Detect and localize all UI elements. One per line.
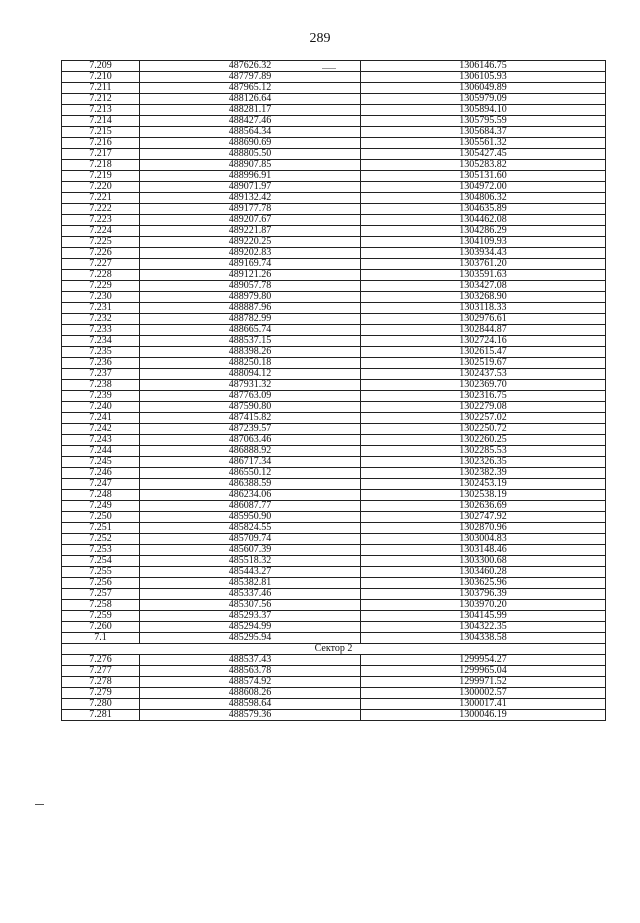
- x-coordinate-cell: 488427.46: [140, 116, 361, 127]
- y-coordinate-cell: 1306146.75: [361, 61, 606, 72]
- point-number-cell: 7.235: [62, 347, 140, 358]
- point-number-cell: 7.227: [62, 259, 140, 270]
- y-coordinate-cell: 1302326.35: [361, 457, 606, 468]
- y-coordinate-cell: 1302538.19: [361, 490, 606, 501]
- x-coordinate-cell: 485307.56: [140, 600, 361, 611]
- point-number-cell: 7.219: [62, 171, 140, 182]
- y-coordinate-cell: 1303970.20: [361, 600, 606, 611]
- x-coordinate-cell: 489057.78: [140, 281, 361, 292]
- x-coordinate-cell: 489169.74: [140, 259, 361, 270]
- y-coordinate-cell: 1302316.75: [361, 391, 606, 402]
- table-row: [62, 512, 606, 523]
- x-coordinate-cell: 487239.57: [140, 424, 361, 435]
- y-coordinate-cell: 1302844.87: [361, 325, 606, 336]
- point-number-cell: 7.223: [62, 215, 140, 226]
- x-coordinate-cell: 488979.80: [140, 292, 361, 303]
- x-coordinate-cell: 488094.12: [140, 369, 361, 380]
- x-coordinate-cell: 485607.39: [140, 545, 361, 556]
- point-number-cell: 7.218: [62, 160, 140, 171]
- x-coordinate-cell: 486388.59: [140, 479, 361, 490]
- x-coordinate-cell: 486550.12: [140, 468, 361, 479]
- x-coordinate-cell: 487763.09: [140, 391, 361, 402]
- x-coordinate-cell: 488579.36: [140, 710, 361, 721]
- table-row: [62, 457, 606, 468]
- table-row: [62, 237, 606, 248]
- x-coordinate-cell: 488126.64: [140, 94, 361, 105]
- y-coordinate-cell: 1303268.90: [361, 292, 606, 303]
- y-coordinate-cell: 1306049.89: [361, 83, 606, 94]
- table-row: [62, 193, 606, 204]
- table-row: [62, 600, 606, 611]
- point-number-cell: 7.213: [62, 105, 140, 116]
- section-row: [62, 644, 606, 655]
- x-coordinate-cell: 485382.81: [140, 578, 361, 589]
- y-coordinate-cell: 1299971.52: [361, 677, 606, 688]
- coordinates-table: [61, 60, 606, 721]
- x-coordinate-cell: 485518.32: [140, 556, 361, 567]
- table-row: [62, 677, 606, 688]
- table-row: [62, 171, 606, 182]
- point-number-cell: 7.212: [62, 94, 140, 105]
- x-coordinate-cell: 489207.67: [140, 215, 361, 226]
- x-coordinate-cell: 488782.99: [140, 314, 361, 325]
- point-number-cell: 7.248: [62, 490, 140, 501]
- y-coordinate-cell: 1300017.41: [361, 699, 606, 710]
- table-row: [62, 523, 606, 534]
- table-row: [62, 413, 606, 424]
- table-row: [62, 160, 606, 171]
- y-coordinate-cell: 1303761.20: [361, 259, 606, 270]
- y-coordinate-cell: 1305561.32: [361, 138, 606, 149]
- y-coordinate-cell: 1302870.96: [361, 523, 606, 534]
- y-coordinate-cell: 1304462.08: [361, 215, 606, 226]
- y-coordinate-cell: 1302260.25: [361, 435, 606, 446]
- x-coordinate-cell: 489177.78: [140, 204, 361, 215]
- x-coordinate-cell: 489121.26: [140, 270, 361, 281]
- table-row: [62, 402, 606, 413]
- margin-mark: [35, 804, 44, 805]
- point-number-cell: 7.239: [62, 391, 140, 402]
- point-number-cell: 7.277: [62, 666, 140, 677]
- point-number-cell: 7.258: [62, 600, 140, 611]
- y-coordinate-cell: 1305684.37: [361, 127, 606, 138]
- point-number-cell: 7.221: [62, 193, 140, 204]
- x-coordinate-cell: 488665.74: [140, 325, 361, 336]
- table-row: [62, 83, 606, 94]
- y-coordinate-cell: 1302636.69: [361, 501, 606, 512]
- x-coordinate-cell: 485443.27: [140, 567, 361, 578]
- point-number-cell: 7.281: [62, 710, 140, 721]
- x-coordinate-cell: 488887.96: [140, 303, 361, 314]
- y-coordinate-cell: 1302250.72: [361, 424, 606, 435]
- table-row: [62, 105, 606, 116]
- x-coordinate-cell: 487965.12: [140, 83, 361, 94]
- x-coordinate-cell: 488574.92: [140, 677, 361, 688]
- point-number-cell: 7.238: [62, 380, 140, 391]
- table-row: [62, 61, 606, 72]
- table-row: [62, 127, 606, 138]
- point-number-cell: 7.237: [62, 369, 140, 380]
- x-coordinate-cell: 485950.90: [140, 512, 361, 523]
- table-row: [62, 501, 606, 512]
- y-coordinate-cell: 1303796.39: [361, 589, 606, 600]
- x-coordinate-cell: 487415.82: [140, 413, 361, 424]
- point-number-cell: 7.225: [62, 237, 140, 248]
- table-row: [62, 292, 606, 303]
- point-number-cell: 7.229: [62, 281, 140, 292]
- point-number-cell: 7.242: [62, 424, 140, 435]
- x-coordinate-cell: 486234.06: [140, 490, 361, 501]
- point-number-cell: 7.236: [62, 358, 140, 369]
- x-coordinate-cell: 485337.46: [140, 589, 361, 600]
- y-coordinate-cell: 1302257.02: [361, 413, 606, 424]
- x-coordinate-cell: 485293.37: [140, 611, 361, 622]
- table-row: [62, 116, 606, 127]
- table-row: [62, 435, 606, 446]
- table-row: [62, 226, 606, 237]
- table-row: [62, 424, 606, 435]
- x-coordinate-cell: 487626.32: [140, 61, 361, 72]
- y-coordinate-cell: 1302279.08: [361, 402, 606, 413]
- point-number-cell: 7.226: [62, 248, 140, 259]
- point-number-cell: 7.256: [62, 578, 140, 589]
- table-row: [62, 94, 606, 105]
- y-coordinate-cell: 1304322.35: [361, 622, 606, 633]
- x-coordinate-cell: 487063.46: [140, 435, 361, 446]
- point-number-cell: 7.241: [62, 413, 140, 424]
- y-coordinate-cell: 1302437.53: [361, 369, 606, 380]
- x-coordinate-cell: 489071.97: [140, 182, 361, 193]
- point-number-cell: 7.245: [62, 457, 140, 468]
- point-number-cell: 7.250: [62, 512, 140, 523]
- x-coordinate-cell: 488690.69: [140, 138, 361, 149]
- y-coordinate-cell: 1304806.32: [361, 193, 606, 204]
- x-coordinate-cell: 488398.26: [140, 347, 361, 358]
- x-coordinate-cell: 489221.87: [140, 226, 361, 237]
- point-number-cell: 7.243: [62, 435, 140, 446]
- table-row: [62, 545, 606, 556]
- x-coordinate-cell: 488564.34: [140, 127, 361, 138]
- point-number-cell: 7.260: [62, 622, 140, 633]
- table-row: [62, 633, 606, 644]
- y-coordinate-cell: 1299954.27: [361, 655, 606, 666]
- y-coordinate-cell: 1303934.43: [361, 248, 606, 259]
- x-coordinate-cell: 489202.83: [140, 248, 361, 259]
- table-row: [62, 182, 606, 193]
- section-title: Сектор 2: [62, 644, 606, 655]
- x-coordinate-cell: 487931.32: [140, 380, 361, 391]
- y-coordinate-cell: 1302724.16: [361, 336, 606, 347]
- table-row: [62, 347, 606, 358]
- y-coordinate-cell: 1303591.63: [361, 270, 606, 281]
- x-coordinate-cell: 487797.89: [140, 72, 361, 83]
- point-number-cell: 7.231: [62, 303, 140, 314]
- point-number-cell: 7.240: [62, 402, 140, 413]
- y-coordinate-cell: 1302453.19: [361, 479, 606, 490]
- x-coordinate-cell: 485294.99: [140, 622, 361, 633]
- y-coordinate-cell: 1300002.57: [361, 688, 606, 699]
- y-coordinate-cell: 1300046.19: [361, 710, 606, 721]
- y-coordinate-cell: 1305427.45: [361, 149, 606, 160]
- point-number-cell: 7.224: [62, 226, 140, 237]
- table-row: [62, 215, 606, 226]
- table-row: [62, 336, 606, 347]
- point-number-cell: 7.232: [62, 314, 140, 325]
- point-number-cell: 7.278: [62, 677, 140, 688]
- y-coordinate-cell: 1304635.89: [361, 204, 606, 215]
- y-coordinate-cell: 1303004.83: [361, 534, 606, 545]
- x-coordinate-cell: 486888.92: [140, 446, 361, 457]
- table-row: [62, 699, 606, 710]
- point-number-cell: 7.252: [62, 534, 140, 545]
- x-coordinate-cell: 488281.17: [140, 105, 361, 116]
- point-number-cell: 7.220: [62, 182, 140, 193]
- point-number-cell: 7.214: [62, 116, 140, 127]
- y-coordinate-cell: 1302382.39: [361, 468, 606, 479]
- x-coordinate-cell: 485295.94: [140, 633, 361, 644]
- table-row: [62, 380, 606, 391]
- x-coordinate-cell: 488537.15: [140, 336, 361, 347]
- y-coordinate-cell: 1303460.28: [361, 567, 606, 578]
- table-row: [62, 259, 606, 270]
- y-coordinate-cell: 1304145.99: [361, 611, 606, 622]
- table-row: [62, 270, 606, 281]
- y-coordinate-cell: 1304109.93: [361, 237, 606, 248]
- table-row: [62, 281, 606, 292]
- y-coordinate-cell: 1304286.29: [361, 226, 606, 237]
- point-number-cell: 7.253: [62, 545, 140, 556]
- x-coordinate-cell: 488907.85: [140, 160, 361, 171]
- y-coordinate-cell: 1305979.09: [361, 94, 606, 105]
- table-row: [62, 622, 606, 633]
- table-row: [62, 138, 606, 149]
- table-row: [62, 248, 606, 259]
- point-number-cell: 7.215: [62, 127, 140, 138]
- point-number-cell: 7.249: [62, 501, 140, 512]
- point-number-cell: 7.276: [62, 655, 140, 666]
- point-number-cell: 7.279: [62, 688, 140, 699]
- x-coordinate-cell: 488250.18: [140, 358, 361, 369]
- x-coordinate-cell: 486717.34: [140, 457, 361, 468]
- point-number-cell: 7.254: [62, 556, 140, 567]
- y-coordinate-cell: 1303118.33: [361, 303, 606, 314]
- point-number-cell: 7.255: [62, 567, 140, 578]
- table-row: [62, 589, 606, 600]
- point-number-cell: 7.217: [62, 149, 140, 160]
- point-number-cell: 7.211: [62, 83, 140, 94]
- y-coordinate-cell: 1302976.61: [361, 314, 606, 325]
- x-coordinate-cell: 485709.74: [140, 534, 361, 545]
- y-coordinate-cell: 1303148.46: [361, 545, 606, 556]
- x-coordinate-cell: 488563.78: [140, 666, 361, 677]
- y-coordinate-cell: 1303625.96: [361, 578, 606, 589]
- x-coordinate-cell: 486087.77: [140, 501, 361, 512]
- y-coordinate-cell: 1305894.10: [361, 105, 606, 116]
- y-coordinate-cell: 1299965.04: [361, 666, 606, 677]
- y-coordinate-cell: 1302369.70: [361, 380, 606, 391]
- page-number: 289: [309, 31, 331, 46]
- x-coordinate-cell: 488537.43: [140, 655, 361, 666]
- point-number-cell: 7.280: [62, 699, 140, 710]
- table-row: [62, 314, 606, 325]
- point-number-cell: 7.1: [62, 633, 140, 644]
- coordinates-table-body: [62, 61, 606, 721]
- x-coordinate-cell: 489220.25: [140, 237, 361, 248]
- table-row: [62, 710, 606, 721]
- y-coordinate-cell: 1305795.59: [361, 116, 606, 127]
- y-coordinate-cell: 1302285.53: [361, 446, 606, 457]
- table-row: [62, 655, 606, 666]
- table-row: [62, 534, 606, 545]
- x-coordinate-cell: 488996.91: [140, 171, 361, 182]
- y-coordinate-cell: 1303427.08: [361, 281, 606, 292]
- y-coordinate-cell: 1302519.67: [361, 358, 606, 369]
- x-coordinate-cell: 487590.80: [140, 402, 361, 413]
- x-coordinate-cell: 488608.26: [140, 688, 361, 699]
- y-coordinate-cell: 1303300.68: [361, 556, 606, 567]
- table-row: [62, 556, 606, 567]
- table-row: [62, 391, 606, 402]
- point-number-cell: 7.246: [62, 468, 140, 479]
- table-row: [62, 303, 606, 314]
- point-number-cell: 7.244: [62, 446, 140, 457]
- point-number-cell: 7.234: [62, 336, 140, 347]
- table-row: [62, 479, 606, 490]
- y-coordinate-cell: 1305283.82: [361, 160, 606, 171]
- table-row: [62, 325, 606, 336]
- x-coordinate-cell: 485824.55: [140, 523, 361, 534]
- y-coordinate-cell: 1304972.00: [361, 182, 606, 193]
- y-coordinate-cell: 1306105.93: [361, 72, 606, 83]
- x-coordinate-cell: 488598.64: [140, 699, 361, 710]
- point-number-cell: 7.233: [62, 325, 140, 336]
- table-row: [62, 578, 606, 589]
- point-number-cell: 7.210: [62, 72, 140, 83]
- y-coordinate-cell: 1305131.60: [361, 171, 606, 182]
- table-row: [62, 369, 606, 380]
- point-number-cell: 7.216: [62, 138, 140, 149]
- table-row: [62, 688, 606, 699]
- y-coordinate-cell: 1302747.92: [361, 512, 606, 523]
- point-number-cell: 7.228: [62, 270, 140, 281]
- table-row: [62, 149, 606, 160]
- point-number-cell: 7.259: [62, 611, 140, 622]
- y-coordinate-cell: 1304338.58: [361, 633, 606, 644]
- table-row: [62, 666, 606, 677]
- table-row: [62, 490, 606, 501]
- x-coordinate-cell: 488805.50: [140, 149, 361, 160]
- table-row: [62, 468, 606, 479]
- point-number-cell: 7.247: [62, 479, 140, 490]
- table-row: [62, 72, 606, 83]
- point-number-cell: 7.257: [62, 589, 140, 600]
- y-coordinate-cell: 1302615.47: [361, 347, 606, 358]
- point-number-cell: 7.209: [62, 61, 140, 72]
- table-row: [62, 358, 606, 369]
- x-coordinate-cell: 489132.42: [140, 193, 361, 204]
- point-number-cell: 7.230: [62, 292, 140, 303]
- table-row: [62, 611, 606, 622]
- point-number-cell: 7.222: [62, 204, 140, 215]
- table-row: [62, 446, 606, 457]
- point-number-cell: 7.251: [62, 523, 140, 534]
- table-row: [62, 567, 606, 578]
- table-row: [62, 204, 606, 215]
